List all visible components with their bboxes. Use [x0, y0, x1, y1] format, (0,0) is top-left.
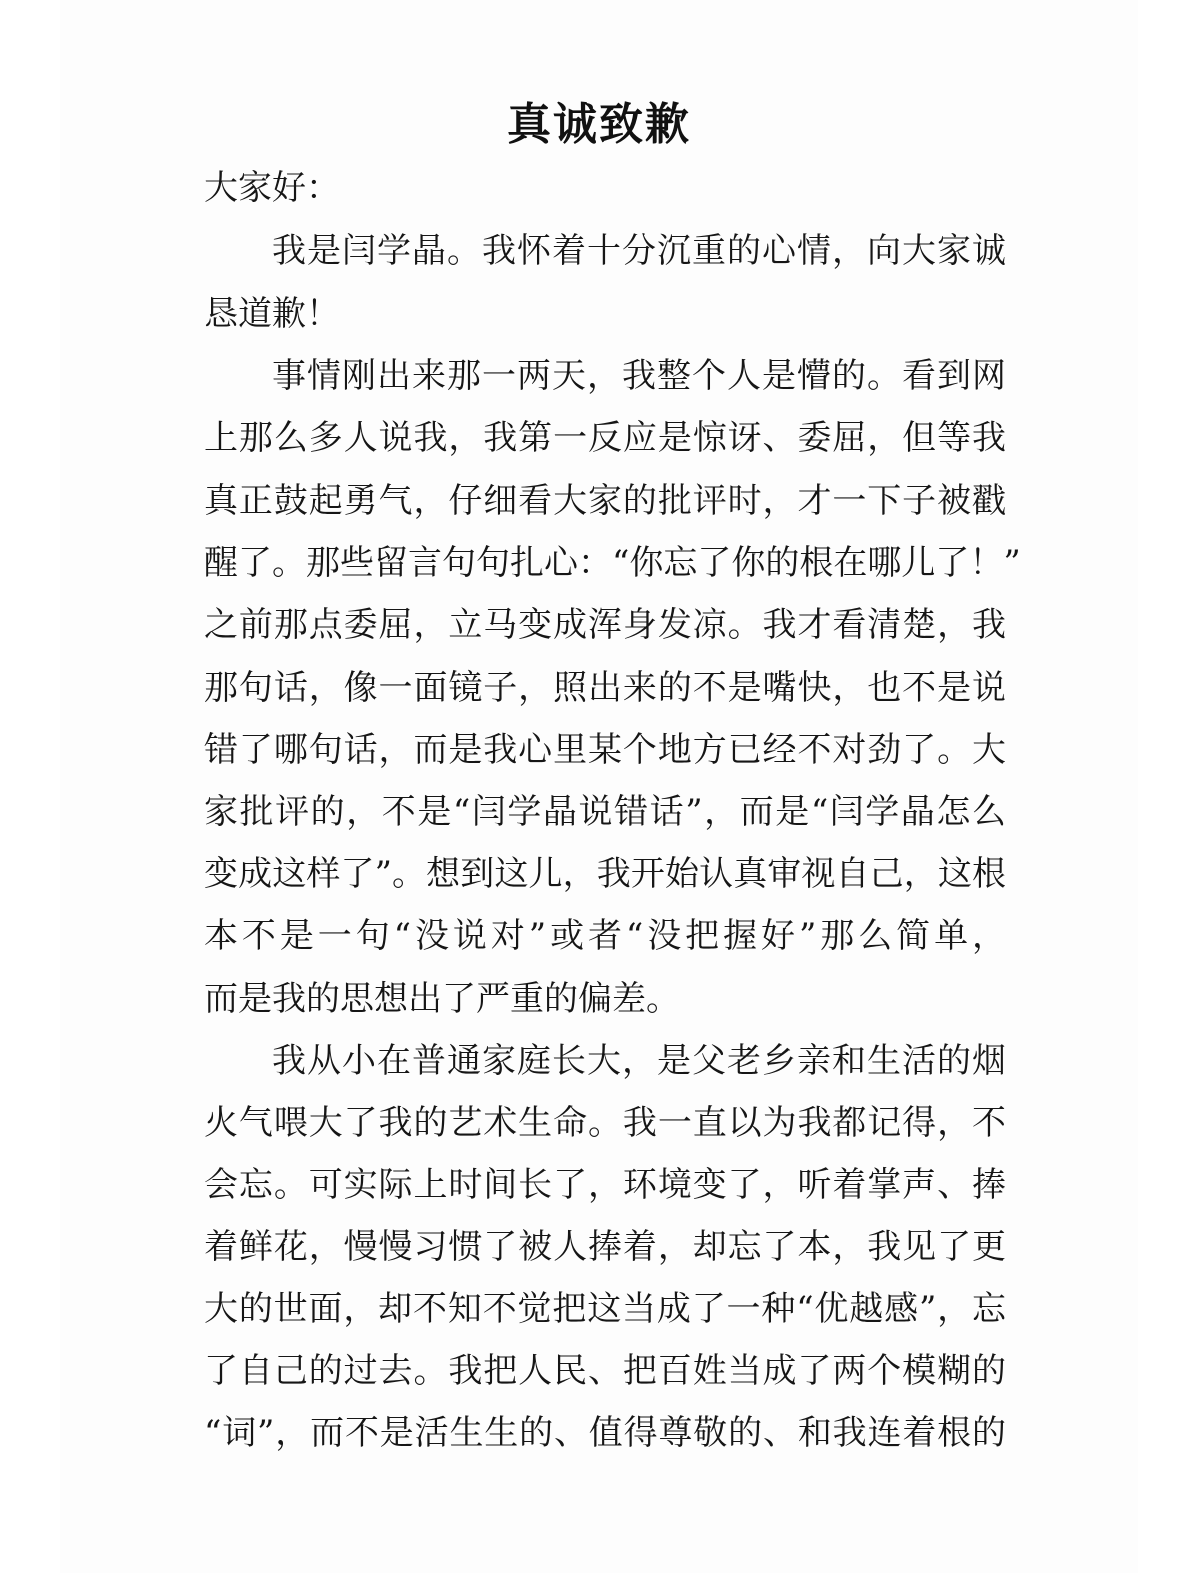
document-title: 真诚致歉 — [507, 99, 691, 150]
text-line: 家批评的，不是“闫学晶说错话”，而是“闫学晶怎么 — [204, 792, 1006, 832]
text-line: 那句话，像一面镜子，照出来的不是嘴快，也不是说 — [204, 668, 1006, 708]
text-line: 变成这样了”。想到这儿，我开始认真审视自己，这根 — [204, 854, 1006, 894]
text-line: 大的世面，却不知不觉把这当成了一种“优越感”，忘 — [204, 1289, 1006, 1329]
text-line: 之前那点委屈，立马变成浑身发凉。我才看清楚，我 — [204, 605, 1006, 645]
text-line: 事情刚出来那一两天，我整个人是懵的。看到网 — [272, 356, 1006, 396]
text-line: “词”，而不是活生生的、值得尊敬的、和我连着根的 — [204, 1413, 1006, 1453]
text-line: 而是我的思想出了严重的偏差。 — [204, 979, 680, 1019]
text-line: 错了哪句话，而是我心里某个地方已经不对劲了。大 — [204, 730, 1006, 770]
text-line: 本不是一句“没说对”或者“没把握好”那么简单， — [204, 916, 1006, 956]
text-line: 上那么多人说我，我第一反应是惊讶、委屈，但等我 — [204, 418, 1006, 458]
text-line: 火气喂大了我的艺术生命。我一直以为我都记得，不 — [204, 1103, 1006, 1143]
text-line: 我是闫学晶。我怀着十分沉重的心情，向大家诚 — [272, 231, 1006, 271]
text-line-salutation: 大家好： — [204, 168, 340, 208]
text-line: 会忘。可实际上时间长了，环境变了，听着掌声、捧 — [204, 1165, 1006, 1205]
text-line: 醒了。那些留言句句扎心：“你忘了你的根在哪儿了！” — [204, 543, 1021, 583]
text-line: 了自己的过去。我把人民、把百姓当成了两个模糊的 — [204, 1351, 1006, 1391]
text-line: 真正鼓起勇气，仔细看大家的批评时，才一下子被戳 — [204, 481, 1006, 521]
text-line: 恳道歉！ — [204, 294, 340, 334]
text-line: 我从小在普通家庭长大，是父老乡亲和生活的烟 — [272, 1041, 1006, 1081]
text-line: 着鲜花，慢慢习惯了被人捧着，却忘了本，我见了更 — [204, 1227, 1006, 1267]
